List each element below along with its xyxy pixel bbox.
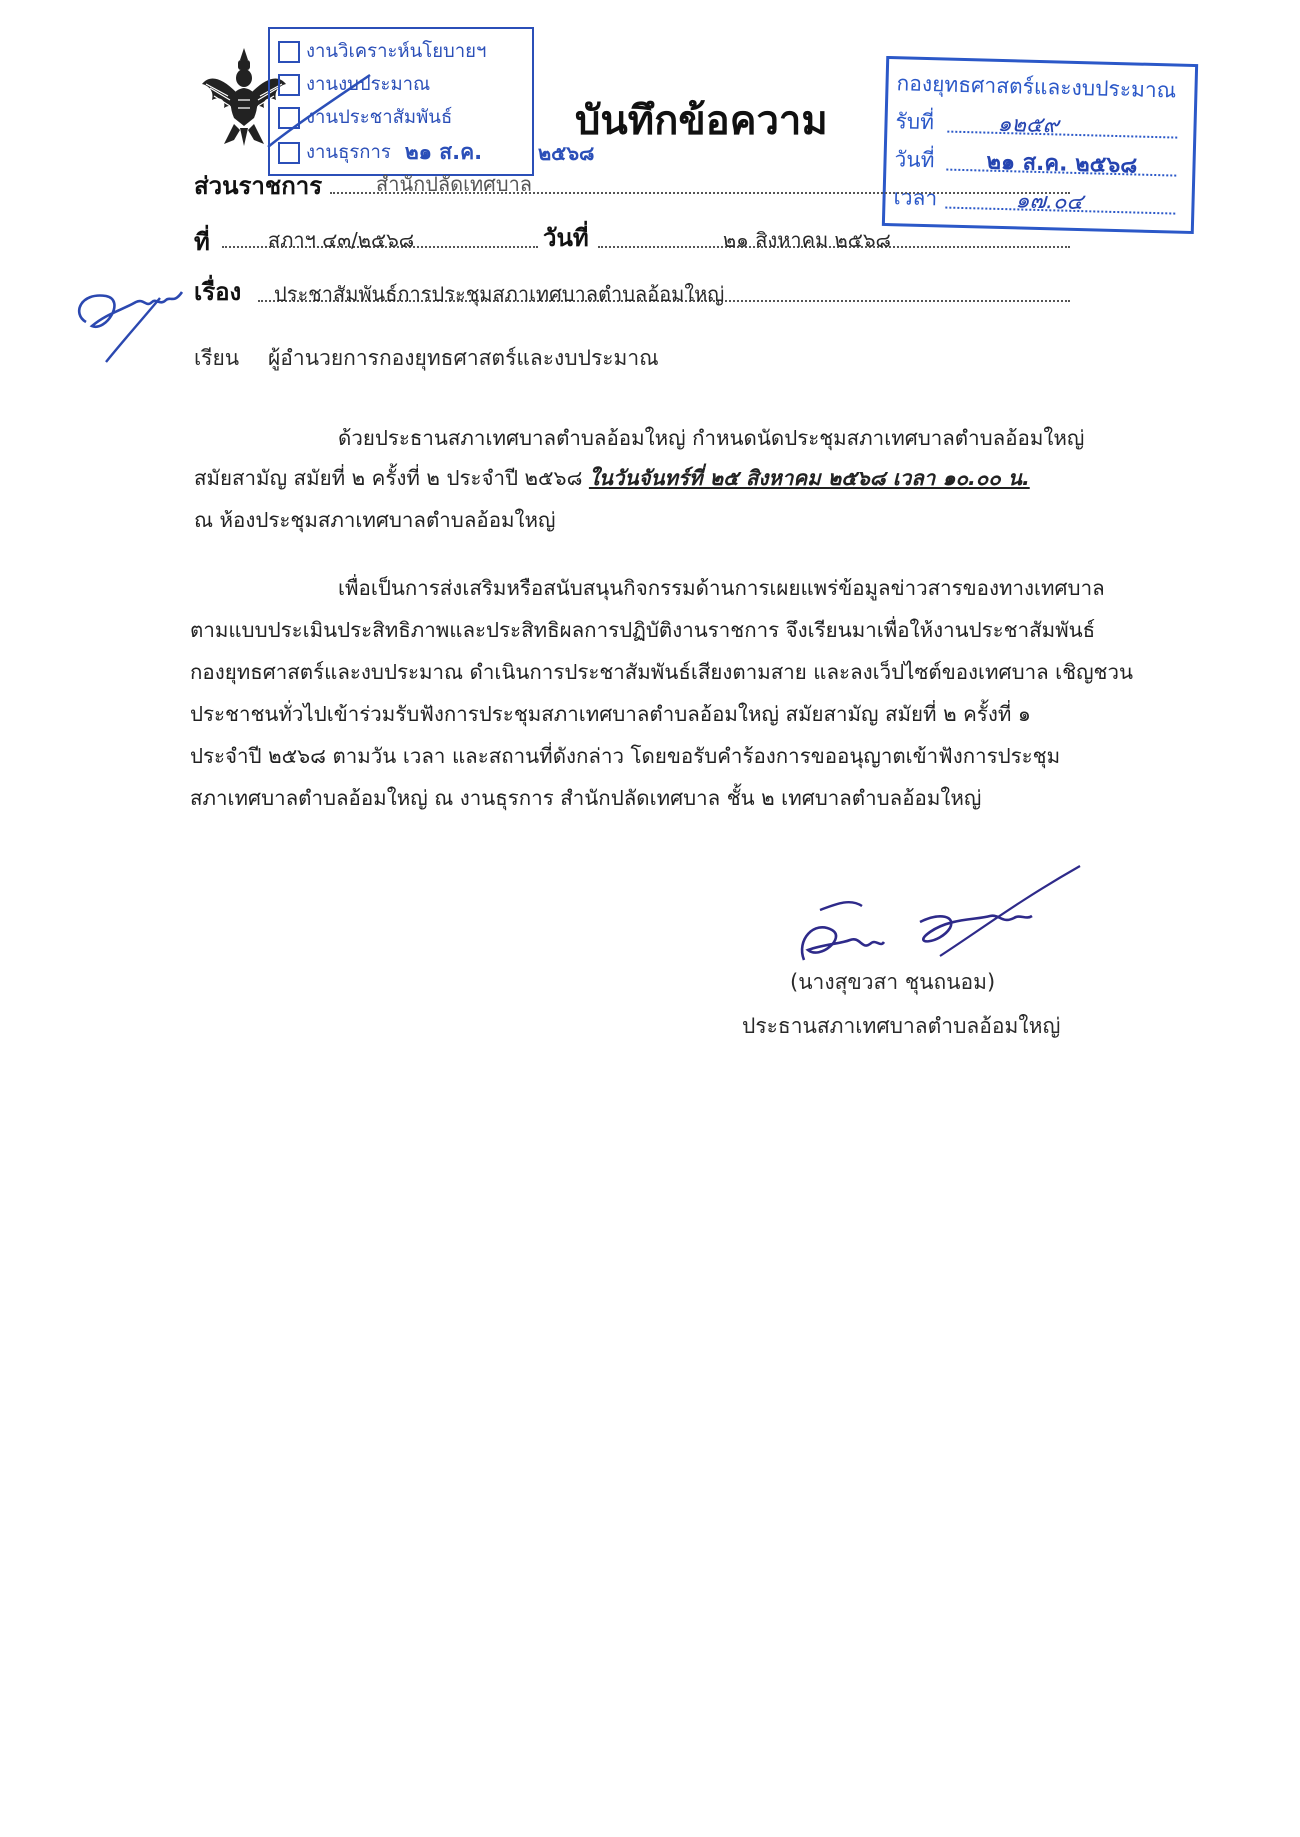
- body-p2-line6: สภาเทศบาลตำบลอ้อมใหญ่ ณ งานธุรการ สำนักปลัดเทศบาล ชั้น ๒ เทศบาลตำบลอ้อมใหญ่: [190, 786, 982, 810]
- department-value: สำนักปลัดเทศบาล: [376, 172, 533, 196]
- receipt-received-label: รับที่: [895, 109, 935, 135]
- body-p1-line2: [194, 458, 1030, 498]
- memo-title: บันทึกข้อความ: [575, 98, 828, 144]
- routing-item: งานประชาสัมพันธ์: [278, 103, 452, 132]
- to-label: เรียน: [194, 346, 240, 370]
- routing-stamp-date: ๒๑ ส.ค.: [404, 140, 483, 164]
- subject-label: เรื่อง: [194, 278, 242, 306]
- checkmark-stroke-icon: [260, 69, 380, 159]
- body-p1-line2-text: สมัยสามัญ สมัยที่ ๒ ครั้งที่ ๒ ประจำปี ๒๕๖๘: [194, 466, 589, 490]
- receipt-stamp: [882, 56, 1198, 234]
- body-p2-line4: ประชาชนทั่วไปเข้าร่วมรับฟังการประชุมสภาเทศบาลตำบลอ้อมใหญ่ สมัยสามัญ สมัยที่ ๒ ครั้งที่ ๑: [190, 702, 1031, 726]
- to-value: ผู้อำนวยการกองยุทธศาสตร์และงบประมาณ: [268, 346, 659, 370]
- ref-value: สภาฯ ๔๓/๒๕๖๘: [268, 228, 415, 252]
- ref-label: ที่: [194, 228, 210, 256]
- receipt-date-label: วันที่: [894, 147, 935, 173]
- routing-item: งานธุรการ ๒๑ ส.ค.: [278, 136, 482, 169]
- receipt-date-value: ๒๑ ส.ค. ๒๕๖๘: [986, 149, 1138, 179]
- receipt-stamp-office: กองยุทธศาสตร์และงบประมาณ: [896, 71, 1177, 103]
- routing-item: งานงบประมาณ: [278, 70, 430, 99]
- subject-value: ประชาสัมพันธ์การประชุมสภาเทศบาลตำบลอ้อมใหญ่: [274, 282, 725, 306]
- department-label: ส่วนราชการ: [194, 172, 323, 200]
- receipt-received-value: ๑๒๕๙: [997, 111, 1060, 139]
- receipt-time-value: ๑๗.๐๔: [1015, 188, 1084, 216]
- date-label: วันที่: [543, 224, 589, 252]
- body-p1-line1: ด้วยประธานสภาเทศบาลตำบลอ้อมใหญ่ กำหนดนัดประชุมสภาเทศบาลตำบลอ้อมใหญ่: [338, 426, 1085, 450]
- date-value: ๒๑ สิงหาคม ๒๕๖๘: [723, 228, 891, 252]
- receipt-time-label: เวลา: [893, 185, 938, 211]
- initials-signature-icon: [66, 262, 196, 372]
- body-p2-line3: กองยุทธศาสตร์และงบประมาณ ดำเนินการประชาสัมพันธ์เสียงตามสาย และลงเว็ปไซต์ของเทศบาล เชิญชวน: [190, 660, 1133, 684]
- routing-item: งานวิเคราะห์นโยบายฯ: [278, 37, 486, 66]
- routing-stamp-year: ๒๕๖๘: [538, 141, 595, 165]
- signatory-position: ประธานสภาเทศบาลตำบลอ้อมใหญ่: [742, 1014, 1061, 1038]
- body-p2-line1: เพื่อเป็นการส่งเสริมหรือสนับสนุนกิจกรรมด้านการเผยแพร่ข้อมูลข่าวสารของทางเทศบาล: [338, 576, 1105, 600]
- checkbox-icon: [278, 41, 300, 63]
- body-p2-line5: ประจำปี ๒๕๖๘ ตามวัน เวลา และสถานที่ดังกล่าว โดยขอรับคำร้องการขออนุญาตเข้าฟังการประชุม: [190, 744, 1061, 768]
- body-p1-line3: ณ ห้องประชุมสภาเทศบาลตำบลอ้อมใหญ่: [194, 508, 556, 532]
- body-p2-line2: ตามแบบประเมินประสิทธิภาพและประสิทธิผลการปฏิบัติงานราชการ จึงเรียนมาเพื่อให้งานประชาสัมพันธ์: [190, 618, 1096, 642]
- routing-stamp: [268, 27, 595, 176]
- signatory-name: (นางสุขวสา ชุนถนอม): [790, 970, 996, 994]
- meeting-datetime-emphasis: ในวันจันทร์ที่ ๒๕ สิงหาคม ๒๕๖๘ เวลา ๑๐.๐๐ น.: [588, 466, 1030, 490]
